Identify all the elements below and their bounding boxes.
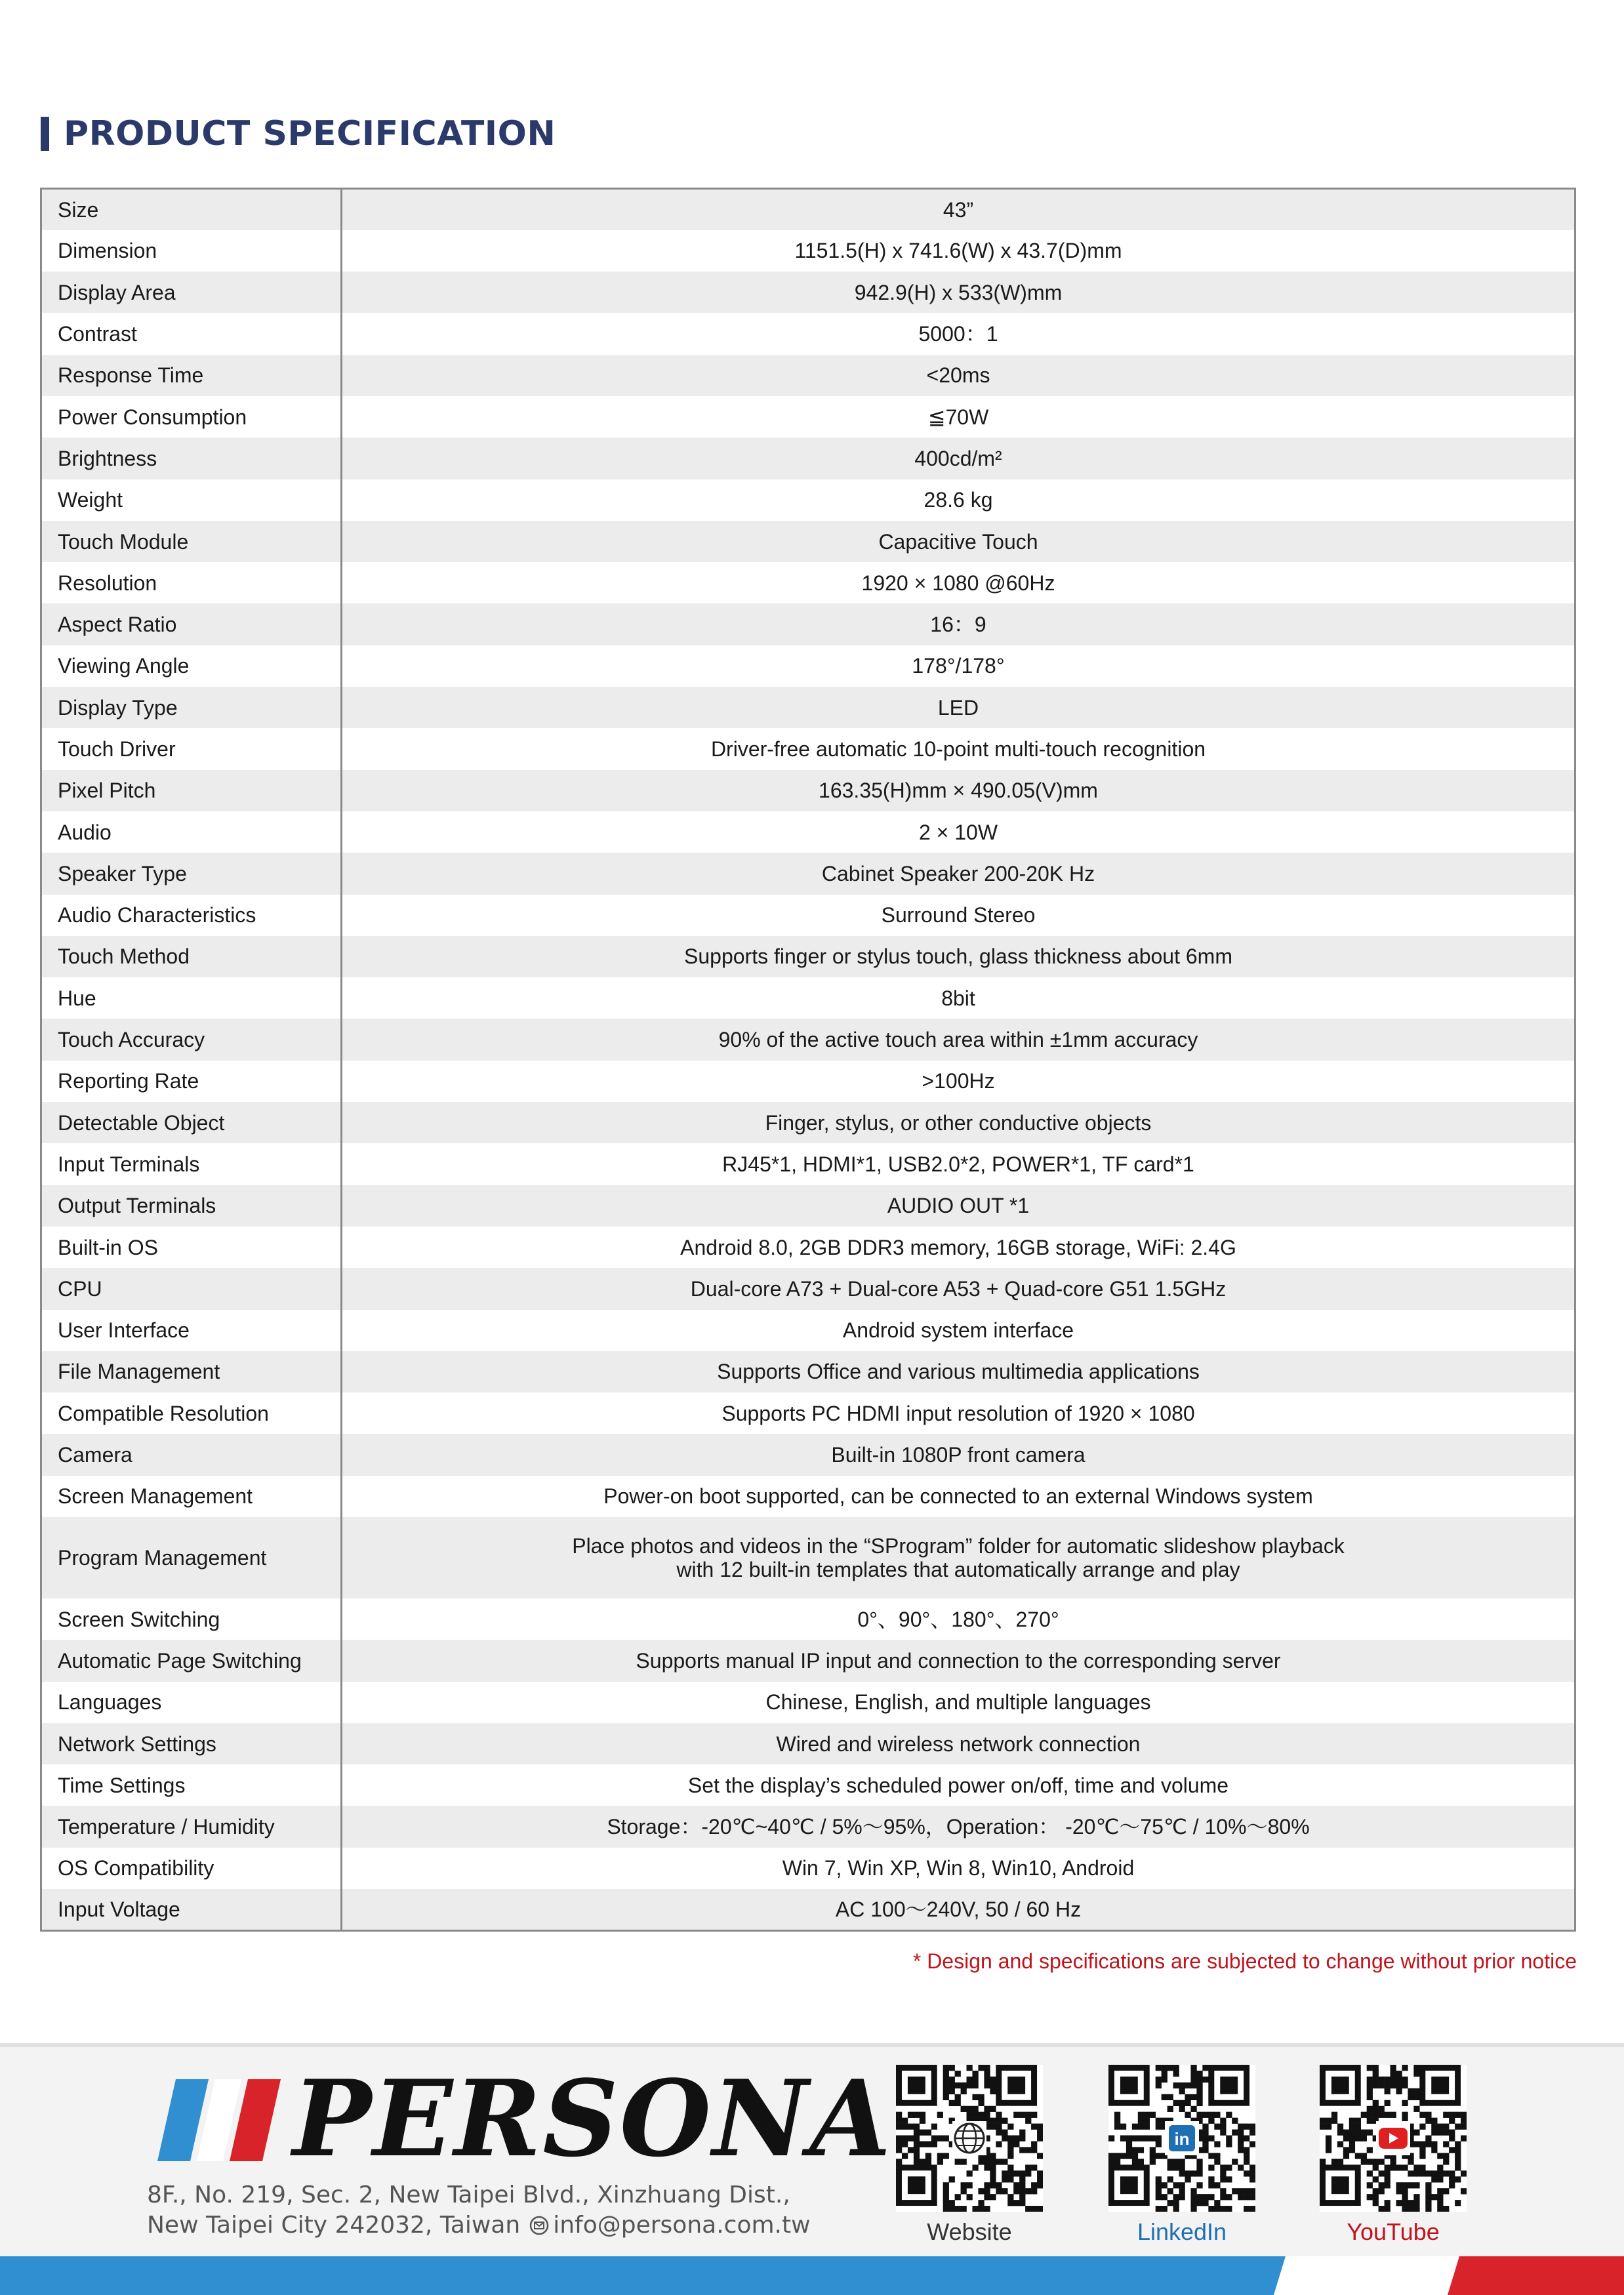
spec-value: AC 100～240V, 50 / 60 Hz — [342, 1889, 1575, 1930]
spec-label: Speaker Type — [41, 853, 342, 894]
spec-label: Screen Management — [41, 1476, 342, 1517]
table-row — [41, 1268, 1575, 1309]
spec-value: <20ms — [342, 355, 1575, 396]
qr-code-youtube[interactable] — [1320, 2065, 1467, 2212]
spec-value: 8bit — [342, 977, 1575, 1019]
footer-divider — [0, 2043, 1624, 2047]
table-row — [41, 853, 1575, 894]
table-row — [41, 770, 1575, 811]
qr-label-linkedin[interactable]: LinkedIn — [1137, 2218, 1227, 2245]
table-row — [41, 1061, 1575, 1102]
spec-label: Built-in OS — [41, 1227, 342, 1268]
spec-table — [40, 188, 1576, 1932]
table-row — [41, 1723, 1575, 1764]
table-row — [41, 272, 1575, 313]
spec-label: Pixel Pitch — [41, 770, 342, 811]
address-line-2 — [147, 2210, 811, 2241]
spec-label: Reporting Rate — [41, 1061, 342, 1102]
spec-label: Camera — [41, 1434, 342, 1475]
spec-value: 16：9 — [342, 603, 1575, 645]
spec-value: Android 8.0, 2GB DDR3 memory, 16GB storage, WiFi: 2.4G — [342, 1227, 1575, 1268]
spec-value: ≦70W — [342, 396, 1575, 437]
spec-value: 43” — [342, 189, 1575, 230]
spec-value: Set the display’s scheduled power on/off, time and volume — [342, 1764, 1575, 1806]
spec-value: 1151.5(H) x 741.6(W) x 43.7(D)mm — [342, 230, 1575, 272]
spec-value: Finger, stylus, or other conductive objects — [342, 1102, 1575, 1143]
qr-code-website[interactable] — [896, 2065, 1043, 2212]
spec-value: LED — [342, 687, 1575, 728]
spec-value: Win 7, Win XP, Win 8, Win10, Android — [342, 1848, 1575, 1889]
table-row — [41, 936, 1575, 977]
spec-value: Capacitive Touch — [342, 521, 1575, 562]
table-row — [41, 1598, 1575, 1640]
disclaimer-note: * Design and specifications are subjected to change without prior notice — [912, 1949, 1577, 1973]
table-row — [41, 1227, 1575, 1268]
table-row — [41, 811, 1575, 853]
spec-value: Supports PC HDMI input resolution of 1920 × 1080 — [342, 1392, 1575, 1434]
spec-value: Built-in 1080P front camera — [342, 1434, 1575, 1475]
spec-label: Touch Accuracy — [41, 1019, 342, 1060]
table-row — [41, 1102, 1575, 1143]
spec-label: Temperature / Humidity — [41, 1806, 342, 1847]
spec-value: 90% of the active touch area within ±1mm accuracy — [342, 1019, 1575, 1060]
spec-value: Chinese, English, and multiple languages — [342, 1682, 1575, 1723]
spec-label: Touch Module — [41, 521, 342, 562]
spec-label: File Management — [41, 1351, 342, 1392]
logo-stripes-icon — [157, 2079, 302, 2161]
spec-label: Viewing Angle — [41, 645, 342, 687]
qr-label-youtube[interactable]: YouTube — [1347, 2218, 1440, 2245]
spec-value-line-2: with 12 built-in templates that automatically arrange and play — [676, 1558, 1240, 1581]
table-row — [41, 728, 1575, 769]
table-row — [41, 479, 1575, 521]
table-row — [41, 1392, 1575, 1434]
spec-value: 5000：1 — [342, 313, 1575, 354]
spec-label: Size — [41, 189, 342, 230]
spec-label: Display Area — [41, 272, 342, 313]
spec-label: Detectable Object — [41, 1102, 342, 1143]
spec-value: Driver-free automatic 10-point multi-touch recognition — [342, 728, 1575, 769]
spec-label: Brightness — [41, 437, 342, 479]
spec-value: 1920 × 1080 @60Hz — [342, 562, 1575, 603]
table-row — [41, 437, 1575, 479]
spec-label: Input Voltage — [41, 1889, 342, 1930]
table-row — [41, 1682, 1575, 1723]
spec-label: Audio Characteristics — [41, 895, 342, 936]
linkedin-icon — [1169, 2125, 1195, 2151]
svg-text:in: in — [1174, 2129, 1190, 2149]
spec-value: AUDIO OUT *1 — [342, 1185, 1575, 1227]
table-row — [41, 1848, 1575, 1889]
qr-code-linkedin[interactable] — [1108, 2065, 1255, 2212]
address-line-2-text: New Taipei City 242032, Taiwan — [147, 2212, 521, 2239]
table-row — [41, 1806, 1575, 1847]
address-line-1: 8F., No. 219, Sec. 2, New Taipei Blvd., Xinzhuang Dist., — [147, 2182, 790, 2208]
spec-label: Compatible Resolution — [41, 1392, 342, 1434]
spec-label: Power Consumption — [41, 396, 342, 437]
spec-value: Storage：-20℃~40℃ / 5%～95%，Operation： -20℃～75℃ / 10%～80% — [342, 1806, 1575, 1847]
email-link[interactable]: info@persona.com.tw — [553, 2212, 811, 2239]
spec-label: Weight — [41, 479, 342, 521]
table-row — [41, 1143, 1575, 1185]
section-heading — [41, 113, 556, 155]
table-row — [41, 1640, 1575, 1681]
table-row — [41, 645, 1575, 687]
spec-value: Cabinet Speaker 200-20K Hz — [342, 853, 1575, 894]
mail-icon — [529, 2216, 549, 2235]
spec-value: RJ45*1, HDMI*1, USB2.0*2, POWER*1, TF card*1 — [342, 1143, 1575, 1185]
spec-value: 2 × 10W — [342, 811, 1575, 853]
spec-label: Languages — [41, 1682, 342, 1723]
spec-value: Power-on boot supported, can be connected to an external Windows system — [342, 1476, 1575, 1517]
table-row — [41, 1185, 1575, 1227]
globe-icon — [955, 2124, 984, 2153]
spec-label: Contrast — [41, 313, 342, 354]
table-row — [41, 1351, 1575, 1392]
table-row — [41, 1889, 1575, 1930]
table-row — [41, 977, 1575, 1019]
spec-label: Touch Driver — [41, 728, 342, 769]
spec-label: Display Type — [41, 687, 342, 728]
spec-label: Hue — [41, 977, 342, 1019]
table-row — [41, 895, 1575, 936]
table-row — [41, 355, 1575, 396]
spec-label: Network Settings — [41, 1723, 342, 1764]
spec-value: 0°、90°、180°、270° — [342, 1598, 1575, 1640]
table-row — [41, 1764, 1575, 1806]
spec-value: Supports Office and various multimedia applications — [342, 1351, 1575, 1392]
table-row — [41, 1019, 1575, 1060]
qr-label-website[interactable]: Website — [927, 2218, 1012, 2245]
bottom-color-band — [0, 2256, 1624, 2295]
spec-label: Input Terminals — [41, 1143, 342, 1185]
spec-value — [342, 1517, 1575, 1598]
table-row — [41, 521, 1575, 562]
spec-label: Dimension — [41, 230, 342, 272]
table-row — [41, 687, 1575, 728]
spec-label: Resolution — [41, 562, 342, 603]
spec-value-line-1: Place photos and videos in the “SProgram” folder for automatic slideshow playback — [572, 1534, 1345, 1558]
table-row — [41, 562, 1575, 603]
table-row — [41, 603, 1575, 645]
spec-value: Android system interface — [342, 1310, 1575, 1351]
table-row — [41, 1434, 1575, 1475]
spec-value: 163.35(H)mm × 490.05(V)mm — [342, 770, 1575, 811]
table-row — [41, 189, 1575, 230]
spec-label: Response Time — [41, 355, 342, 396]
heading-text: PRODUCT SPECIFICATION — [64, 114, 556, 153]
spec-value: Supports manual IP input and connection to the corresponding server — [342, 1640, 1575, 1681]
table-row — [41, 1517, 1575, 1598]
spec-value: 178°/178° — [342, 645, 1575, 687]
spec-value: 400cd/m² — [342, 437, 1575, 479]
spec-label: Audio — [41, 811, 342, 853]
spec-label: Program Management — [41, 1517, 342, 1598]
spec-value: Surround Stereo — [342, 895, 1575, 936]
spec-label: OS Compatibility — [41, 1848, 342, 1889]
table-row — [41, 313, 1575, 354]
heading-accent-bar — [41, 117, 49, 151]
table-row — [41, 1476, 1575, 1517]
spec-label: Touch Method — [41, 936, 342, 977]
spec-value: 28.6 kg — [342, 479, 1575, 521]
spec-label: User Interface — [41, 1310, 342, 1351]
company-address — [147, 2180, 811, 2241]
spec-value: Wired and wireless network connection — [342, 1723, 1575, 1764]
brand-logo: PERSONA — [293, 2057, 893, 2180]
spec-value: 942.9(H) x 533(W)mm — [342, 272, 1575, 313]
spec-label: Screen Switching — [41, 1598, 342, 1640]
spec-label: Time Settings — [41, 1764, 342, 1806]
spec-value: >100Hz — [342, 1061, 1575, 1102]
table-row — [41, 396, 1575, 437]
spec-label: Aspect Ratio — [41, 603, 342, 645]
youtube-icon — [1379, 2128, 1408, 2149]
spec-value: Supports finger or stylus touch, glass thickness about 6mm — [342, 936, 1575, 977]
spec-label: Output Terminals — [41, 1185, 342, 1227]
spec-label: CPU — [41, 1268, 342, 1309]
table-row — [41, 230, 1575, 272]
table-row — [41, 1310, 1575, 1351]
spec-value: Dual-core A73 + Dual-core A53 + Quad-core G51 1.5GHz — [342, 1268, 1575, 1309]
spec-label: Automatic Page Switching — [41, 1640, 342, 1681]
